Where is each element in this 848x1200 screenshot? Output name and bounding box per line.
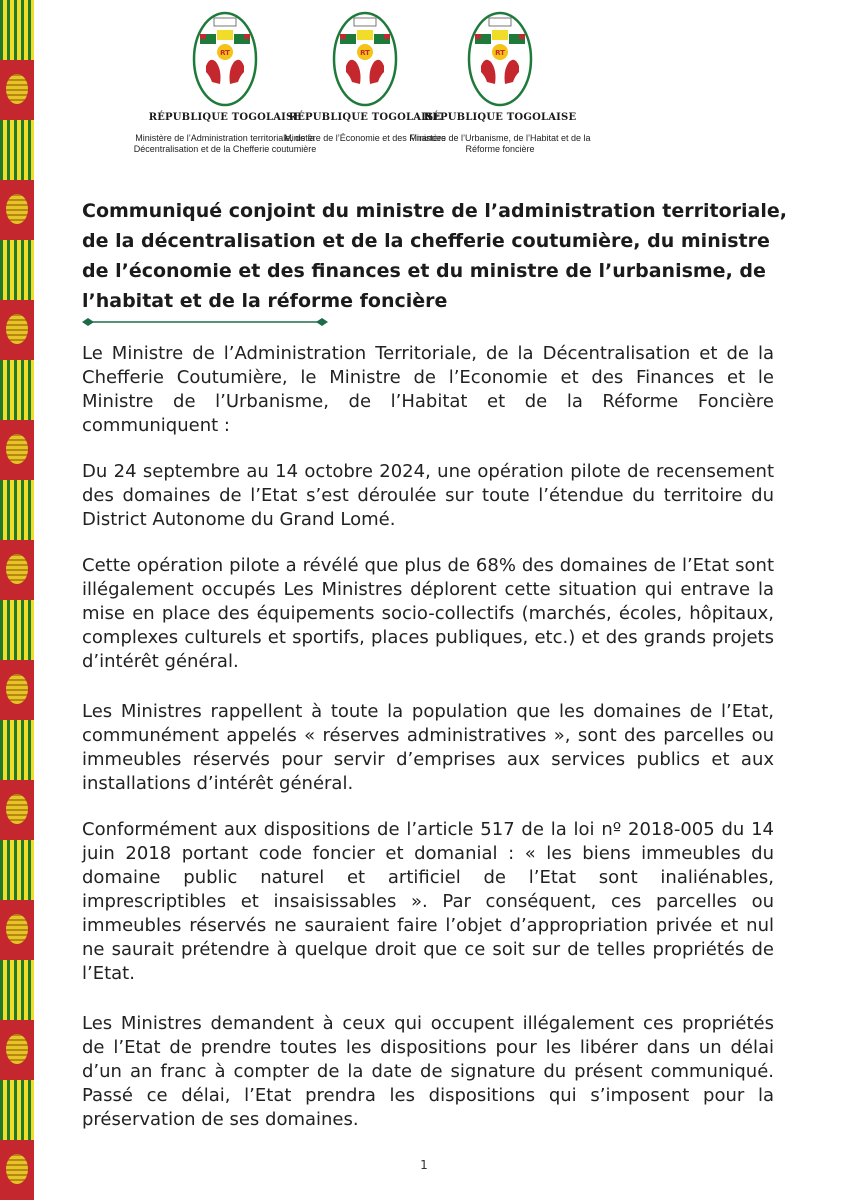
svg-text:RT: RT [220, 49, 230, 57]
svg-text:RT: RT [360, 49, 370, 57]
svg-text:RT: RT [495, 49, 505, 57]
kente-stripe [0, 240, 34, 300]
ministry-name: Ministère de l’Administration territoriale, de la Décentralisation et de la Chefferie coutumière [133, 133, 317, 154]
togo-coat-of-arms-icon [192, 10, 258, 108]
kente-motif [0, 660, 34, 720]
republic-label: RÉPUBLIQUE TOGOLAISE [288, 112, 442, 123]
kente-motif [0, 540, 34, 600]
kente-motif [0, 1020, 34, 1080]
kente-stripe [0, 960, 34, 1020]
kente-border [0, 0, 34, 1200]
republic-label: RÉPUBLIQUE TOGOLAISE [423, 112, 577, 123]
paragraph-intro: Le Ministre de l’Administration Territoriale, de la Décentralisation et de la Chefferie Coutumière, le Ministre de l’Economie et des Finances et le Ministre de l’Urbanisme, de l’Habitat et de la Réforme Foncière communiquent : [82, 343, 774, 436]
kente-stripe [0, 360, 34, 420]
kente-motif [0, 900, 34, 960]
paragraph-reminder: Les Ministres rappellent à toute la population que les domaines de l’Etat, communément appelés « réserves administratives », sont des parcelles ou immeubles réservés pour servir d’emprises aux services publics et aux installations d’intérêt général. [82, 701, 774, 794]
kente-stripe [0, 0, 34, 60]
communique-title: Communiqué conjoint du ministre de l’administration territoriale, de la décentralisation et de la chefferie coutumière, du ministre de l’économie et des finances et du ministre de l’urbanisme, de l’habitat et de la réforme foncière [82, 200, 787, 312]
kente-motif [0, 300, 34, 360]
kente-stripe [0, 1080, 34, 1140]
ministry-name: Ministère de l’Économie et des Finances [284, 133, 446, 143]
togo-coat-of-arms-icon [332, 10, 398, 108]
header-logos [80, 10, 780, 190]
kente-stripe [0, 840, 34, 900]
logo-ministry-urbanism [400, 10, 600, 155]
kente-stripe [0, 720, 34, 780]
republic-label: RÉPUBLIQUE TOGOLAISE [148, 112, 302, 123]
paragraph-operation-dates: Du 24 septembre au 14 octobre 2024, une opération pilote de recensement des domaines de l’Etat s’est déroulée sur toute l’étendue du territoire du District Autonome du Grand Lomé. [82, 461, 774, 530]
kente-motif [0, 180, 34, 240]
kente-stripe [0, 480, 34, 540]
title-divider [82, 316, 328, 328]
kente-motif [0, 780, 34, 840]
paragraph-request: Les Ministres demandent à ceux qui occupent illégalement ces propriétés de l’Etat de prendre toutes les dispositions pour les libérer dans un délai d’un an franc à compter de la date de signature du présent communiqué. Passé ce délai, l’Etat prendra les dispositions qui s’imposent pour la préservation de ses domaines. [82, 1013, 774, 1130]
page-number: 1 [420, 1158, 428, 1172]
paragraph-legal-basis: Conformément aux dispositions de l’article 517 de la loi nº 2018-005 du 14 juin 2018 portant code foncier et domanial : « les biens immeubles du domaine public naturel et artificiel de l’Etat sont inaliénables, imprescriptibles et insaisissables ». Par conséquent, ces parcelles ou immeubles réservés ne sauraient faire l’objet d’appropriation privée et nul ne saurait prétendre à quelque droit que ce soit sur de telles propriétés de l’Etat. [82, 819, 774, 984]
kente-motif [0, 60, 34, 120]
togo-coat-of-arms-icon [467, 10, 533, 108]
kente-stripe [0, 120, 34, 180]
kente-stripe [0, 600, 34, 660]
kente-motif [0, 420, 34, 480]
paragraph-findings: Cette opération pilote a révélé que plus de 68% des domaines de l’Etat sont illégalement occupés Les Ministres déplorent cette situation qui entrave la mise en place des équipements socio-collectifs (marchés, écoles, hôpitaux, complexes culturels et sportifs, places publiques, etc.) et des grands projets d’intérêt général. [82, 555, 774, 672]
ministry-name: Ministère de l’Urbanisme, de l’Habitat et de la Réforme foncière [409, 133, 591, 154]
